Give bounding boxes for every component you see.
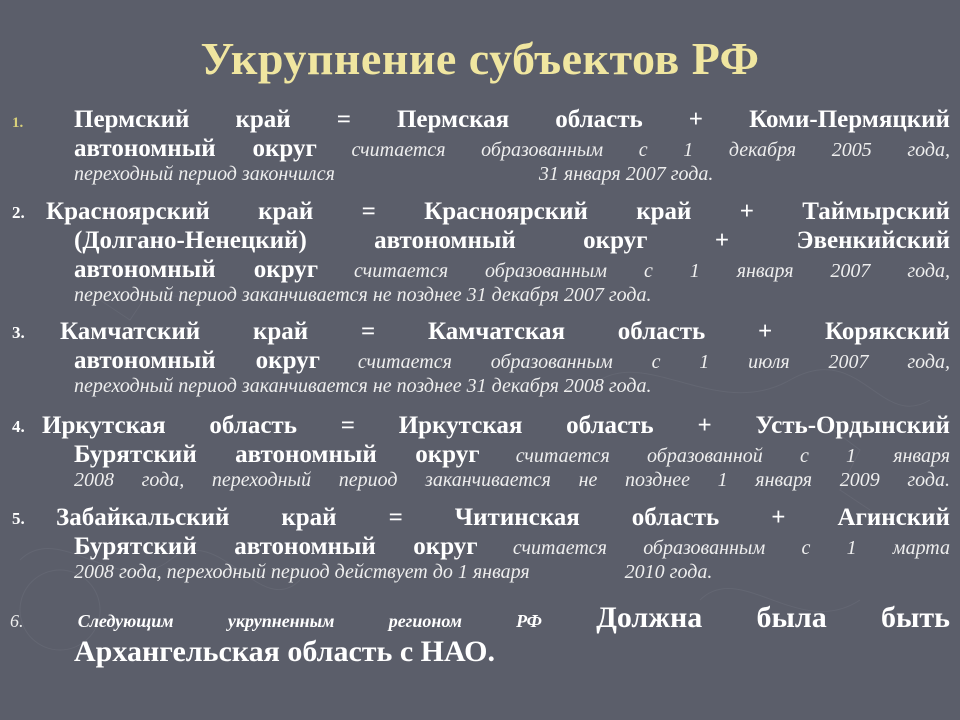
list-item-6 — [10, 601, 950, 681]
item-line: переходный период заканчивается не позднее 31 декабря 2008 года. — [74, 375, 652, 397]
slide-title: Укрупнение субъектов РФ — [200, 33, 760, 84]
item-line — [74, 255, 950, 284]
item-line — [42, 411, 950, 440]
word: была — [756, 601, 827, 634]
word: Агинский — [837, 504, 950, 531]
item-line — [74, 346, 950, 375]
item-line — [74, 105, 950, 134]
word: + — [688, 106, 704, 133]
item-detail: 31 января 2007 года. — [538, 163, 714, 185]
item-number: 2. — [12, 203, 25, 222]
word: область — [566, 412, 654, 439]
item-line — [56, 503, 950, 532]
word: Корякский — [825, 318, 950, 345]
item-line — [60, 317, 950, 346]
item-line — [46, 197, 950, 226]
word: + — [758, 318, 773, 345]
item-line — [74, 226, 950, 255]
item-detail: 2010 года. — [624, 561, 713, 583]
word: РФ — [516, 611, 542, 631]
list-item-1 — [10, 105, 950, 197]
item-line — [10, 601, 950, 635]
word: край — [235, 106, 291, 133]
word: автономный — [374, 227, 516, 254]
word: = — [340, 412, 355, 439]
word: Должна — [596, 601, 703, 634]
item-number: 3. — [12, 323, 25, 342]
word: = — [360, 318, 376, 345]
word: быть — [880, 601, 950, 634]
item-line — [74, 163, 950, 185]
word: регионом — [388, 611, 462, 631]
word: = — [388, 504, 403, 531]
word: + — [697, 412, 712, 439]
item-line — [74, 134, 950, 163]
region-name: Бурятский автономный округ — [74, 441, 480, 468]
item-detail: переходный период закончился — [74, 163, 335, 185]
item-line — [74, 532, 950, 561]
word: Иркутская — [42, 412, 166, 439]
item-detail: считается образованным с 1 марта — [512, 537, 950, 559]
list-item-4 — [10, 411, 950, 503]
items-list — [10, 105, 950, 681]
word: + — [739, 198, 754, 225]
word: + — [714, 227, 730, 254]
word: округ — [583, 227, 648, 254]
region-name: автономный округ — [74, 135, 317, 162]
item-detail: 2008 года, переходный период действует до 1 января — [74, 561, 530, 583]
word: Пермский — [74, 106, 190, 133]
word: край — [636, 198, 692, 225]
item-number: 6. — [10, 611, 24, 631]
list-item-2 — [10, 197, 950, 317]
word: Камчатский — [60, 318, 201, 345]
word: Пермская — [396, 106, 510, 133]
word: край — [258, 198, 314, 225]
item-detail: считается образованной с 1 января — [515, 445, 951, 467]
list-item-3 — [10, 317, 950, 411]
word: область — [631, 504, 720, 531]
word: область — [209, 412, 297, 439]
item-line — [74, 440, 950, 469]
item-line: Архангельская область с НАО. — [74, 635, 496, 668]
word: укрупненным — [227, 611, 335, 631]
item-detail: считается образованным с 1 июля 2007 года, — [357, 351, 950, 373]
word: область — [555, 106, 643, 133]
word: Красноярский — [46, 198, 210, 225]
word: край — [252, 318, 309, 345]
region-name: Бурятский автономный округ — [74, 533, 478, 560]
region-name: автономный округ — [74, 256, 319, 283]
word: + — [771, 504, 786, 531]
word: Таймырский — [802, 198, 950, 225]
item-number: 4. — [12, 417, 25, 436]
word: область — [617, 318, 706, 345]
region-name: автономный округ — [74, 347, 321, 374]
word: Следующим — [77, 611, 174, 631]
word: (Долгано-Ненецкий) — [74, 227, 307, 254]
word: Усть-Ордынский — [755, 412, 950, 439]
word: = — [361, 198, 376, 225]
item-line: переходный период заканчивается не позднее 31 декабря 2007 года. — [74, 284, 652, 306]
word: Красноярский — [424, 198, 588, 225]
item-detail: считается образованным с 1 января 2007 года, — [354, 260, 950, 282]
word: Иркутская — [398, 412, 523, 439]
word: край — [281, 504, 337, 531]
item-line — [74, 561, 950, 583]
item-line: 2008 года, переходный период заканчивается не позднее 1 января 2009 года. — [74, 469, 950, 491]
item-number: 1. — [12, 115, 24, 131]
word: Эвенкийский — [796, 227, 950, 254]
list-item-5 — [10, 503, 950, 601]
word: Забайкальский — [56, 504, 230, 531]
word: = — [336, 106, 351, 133]
word: Читинская — [454, 504, 580, 531]
item-number: 5. — [12, 509, 25, 528]
word: Коми-Пермяцкий — [749, 106, 950, 133]
item-detail: считается образованным с 1 декабря 2005 года, — [351, 139, 951, 161]
word: Камчатская — [427, 318, 565, 345]
